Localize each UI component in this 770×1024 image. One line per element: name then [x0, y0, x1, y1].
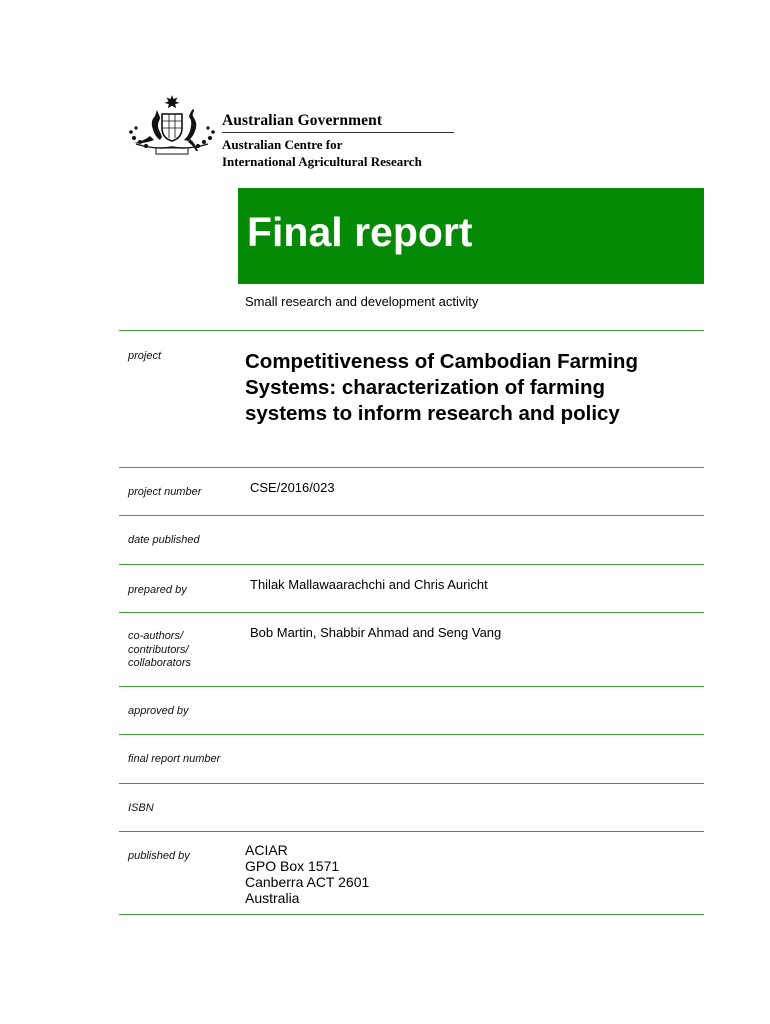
- row-project: [119, 330, 704, 467]
- government-title: Australian Government: [222, 112, 383, 129]
- report-details-table: [119, 330, 704, 915]
- org-name-line2: International Agricultural Research: [222, 153, 422, 169]
- label-final-report-number: final report number: [128, 753, 221, 765]
- label-project-number: project number: [128, 486, 202, 498]
- government-header: [222, 112, 462, 170]
- publisher-address: [245, 842, 369, 906]
- label-project: project: [128, 350, 162, 362]
- label-published-by: published by: [128, 850, 190, 862]
- value-project-number: CSE/2016/023: [250, 480, 335, 495]
- project-title: Competitiveness of Cambodian Farming Systems: characterization of farming systems to inform research and policy: [245, 350, 638, 425]
- row-approved-by: [119, 686, 704, 734]
- label-date-published: date published: [128, 534, 200, 546]
- label-co-authors: [128, 630, 191, 671]
- label-isbn: ISBN: [128, 802, 154, 814]
- value-co-authors: Bob Martin, Shabbir Ahmad and Seng Vang: [250, 625, 502, 640]
- address-line: Australia: [245, 890, 300, 906]
- header-divider: [222, 132, 454, 133]
- address-line: Canberra ACT 2601: [245, 874, 370, 890]
- row-date-published: [119, 515, 704, 564]
- org-name-line1: Australian Centre for: [222, 137, 343, 152]
- row-isbn: [119, 783, 704, 831]
- label-approved-by: approved by: [128, 705, 189, 717]
- value-prepared-by: Thilak Mallawaarachchi and Chris Auricht: [250, 577, 488, 592]
- label-co-authors-line2: contributors/: [128, 643, 189, 656]
- row-published-by: [119, 831, 704, 915]
- final-report-banner: [238, 188, 704, 284]
- activity-type: Small research and development activity: [245, 294, 479, 309]
- row-project-number: [119, 467, 704, 515]
- label-prepared-by: prepared by: [128, 584, 187, 596]
- address-line: GPO Box 1571: [245, 858, 340, 874]
- address-line: ACIAR: [245, 842, 288, 858]
- row-final-report-number: [119, 734, 704, 783]
- coat-of-arms-icon: [126, 94, 218, 156]
- banner-title: Final report: [247, 209, 473, 255]
- label-co-authors-line3: collaborators: [128, 657, 191, 669]
- row-prepared-by: [119, 564, 704, 612]
- label-co-authors-line1: co-authors/: [128, 630, 184, 642]
- row-co-authors: [119, 612, 704, 686]
